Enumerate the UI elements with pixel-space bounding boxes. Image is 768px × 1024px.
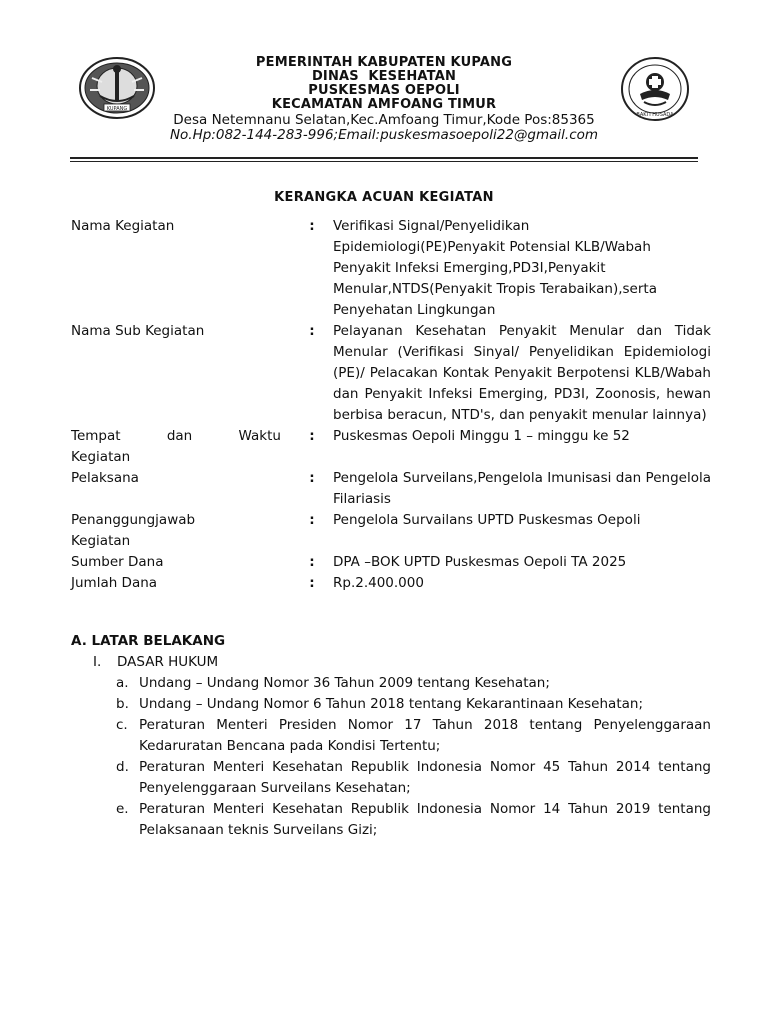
info-colon: : <box>309 323 315 339</box>
info-row-tempat-waktu <box>71 426 711 468</box>
info-colon: : <box>309 512 315 528</box>
info-value: Pengelola Surveilans,Pengelola Imunisasi dan Pengelola Filariasis <box>333 470 711 507</box>
info-row-sumber-dana <box>71 552 711 573</box>
info-value: DPA –BOK UPTD Puskesmas Oepoli TA 2025 <box>333 554 627 570</box>
header-divider-thin <box>70 161 698 162</box>
list-text: Undang – Undang Nomor 36 Tahun 2009 tentang Kesehatan; <box>139 675 550 691</box>
info-value <box>333 216 711 321</box>
list-item <box>71 757 711 799</box>
info-label-word: Waktu <box>238 428 281 444</box>
document-title: KERANGKA ACUAN KEGIATAN <box>274 190 494 205</box>
letterhead-line-4: KECAMATAN AMFOANG TIMUR <box>271 97 497 112</box>
list-text: Peraturan Menteri Kesehatan Republik Indonesia Nomor 45 Tahun 2014 tentang Penyelenggaraan Surveilans Kesehatan; <box>139 759 711 796</box>
logo-right-label: BAKTI HUSADA <box>636 112 674 118</box>
info-value: Pengelola Survailans UPTD Puskesmas Oepoli <box>333 512 641 528</box>
info-label <box>71 426 281 468</box>
info-value-line: Epidemiologi(PE)Penyakit Potensial KLB/Wabah <box>333 239 651 255</box>
legal-basis-list <box>71 673 711 841</box>
info-value-line: Penyehatan Lingkungan <box>333 302 496 318</box>
info-label <box>71 510 281 552</box>
info-colon: : <box>309 575 315 591</box>
info-label: Jumlah Dana <box>71 575 158 591</box>
list-marker: b. <box>116 696 129 712</box>
info-colon: : <box>309 554 315 570</box>
subsection-number: I. <box>93 654 102 670</box>
info-label-line: Kegiatan <box>71 449 131 465</box>
info-value: Pelayanan Kesehatan Penyakit Menular dan Tidak Menular (Verifikasi Sinyal/ Penyelidikan Epidemiologi (PE)/ Pelacakan Kontak Penyakit Berpotensi KLB/Wabah dan Penyakit Infeksi Emerging, PD3I, Zoonosis, hewan berbisa beracun, NTD's, dan penyakit menular lainnya) <box>333 323 711 423</box>
info-label: Pelaksana <box>71 470 139 486</box>
info-value: Puskesmas Oepoli Minggu 1 – minggu ke 52 <box>333 428 630 444</box>
header-divider-thick <box>70 157 698 159</box>
list-marker: e. <box>116 801 129 817</box>
list-item <box>71 673 711 694</box>
info-row-jumlah-dana <box>71 573 711 594</box>
info-label-line: Penanggungjawab <box>71 512 196 528</box>
logo-left-label: KUPANG <box>106 106 128 112</box>
info-label: Nama Sub Kegiatan <box>71 323 205 339</box>
letterhead-line-2: DINAS KESEHATAN <box>311 69 457 84</box>
info-colon: : <box>309 218 315 234</box>
info-row-nama-kegiatan <box>71 216 711 321</box>
list-item <box>71 694 711 715</box>
info-value: Rp.2.400.000 <box>333 575 424 591</box>
letterhead-address: Desa Netemnanu Selatan,Kec.Amfoang Timur,Kode Pos:85365 <box>173 112 595 128</box>
info-value-line: Verifikasi Signal/Penyelidikan <box>333 218 530 234</box>
list-text: Undang – Undang Nomor 6 Tahun 2018 tentang Kekarantinaan Kesehatan; <box>139 696 643 712</box>
list-marker: a. <box>116 675 129 691</box>
info-value-line: Penyakit Infeksi Emerging,PD3I,Penyakit <box>333 260 606 276</box>
info-colon: : <box>309 470 315 486</box>
list-item <box>71 715 711 757</box>
activity-info-table <box>71 216 711 594</box>
list-text: Peraturan Menteri Presiden Nomor 17 Tahun 2018 tentang Penyelenggaraan Kedaruratan Bencana pada Kondisi Tertentu; <box>139 717 711 754</box>
letterhead-line-3: PUSKESMAS OEPOLI <box>308 83 460 98</box>
subsection-dasar-hukum <box>71 652 711 673</box>
info-value-line: Menular,NTDS(Penyakit Tropis Terabaikan),serta <box>333 281 657 297</box>
section-heading: A. LATAR BELAKANG <box>71 633 226 649</box>
info-label: Nama Kegiatan <box>71 218 175 234</box>
info-row-nama-sub-kegiatan <box>71 321 711 426</box>
info-colon: : <box>309 428 315 444</box>
list-item <box>71 799 711 841</box>
list-text: Peraturan Menteri Kesehatan Republik Indonesia Nomor 14 Tahun 2019 tentang Pelaksanaan teknis Surveilans Gizi; <box>139 801 711 838</box>
section-latar-belakang <box>71 631 711 841</box>
list-marker: d. <box>116 759 129 775</box>
info-label-word: dan <box>166 428 193 444</box>
info-label: Sumber Dana <box>71 554 164 570</box>
info-label-line <box>71 426 281 447</box>
info-row-pelaksana <box>71 468 711 510</box>
info-row-penanggungjawab <box>71 510 711 552</box>
list-marker: c. <box>116 717 128 733</box>
info-label-word: Tempat <box>71 428 121 444</box>
letterhead-contact: No.Hp:082-144-283-996;Email:puskesmasoepoli22@gmail.com <box>169 127 599 143</box>
letterhead-line-1: PEMERINTAH KABUPATEN KUPANG <box>255 55 513 70</box>
info-label-line: Kegiatan <box>71 533 131 549</box>
subsection-title: DASAR HUKUM <box>117 654 219 670</box>
letterhead <box>120 56 648 143</box>
